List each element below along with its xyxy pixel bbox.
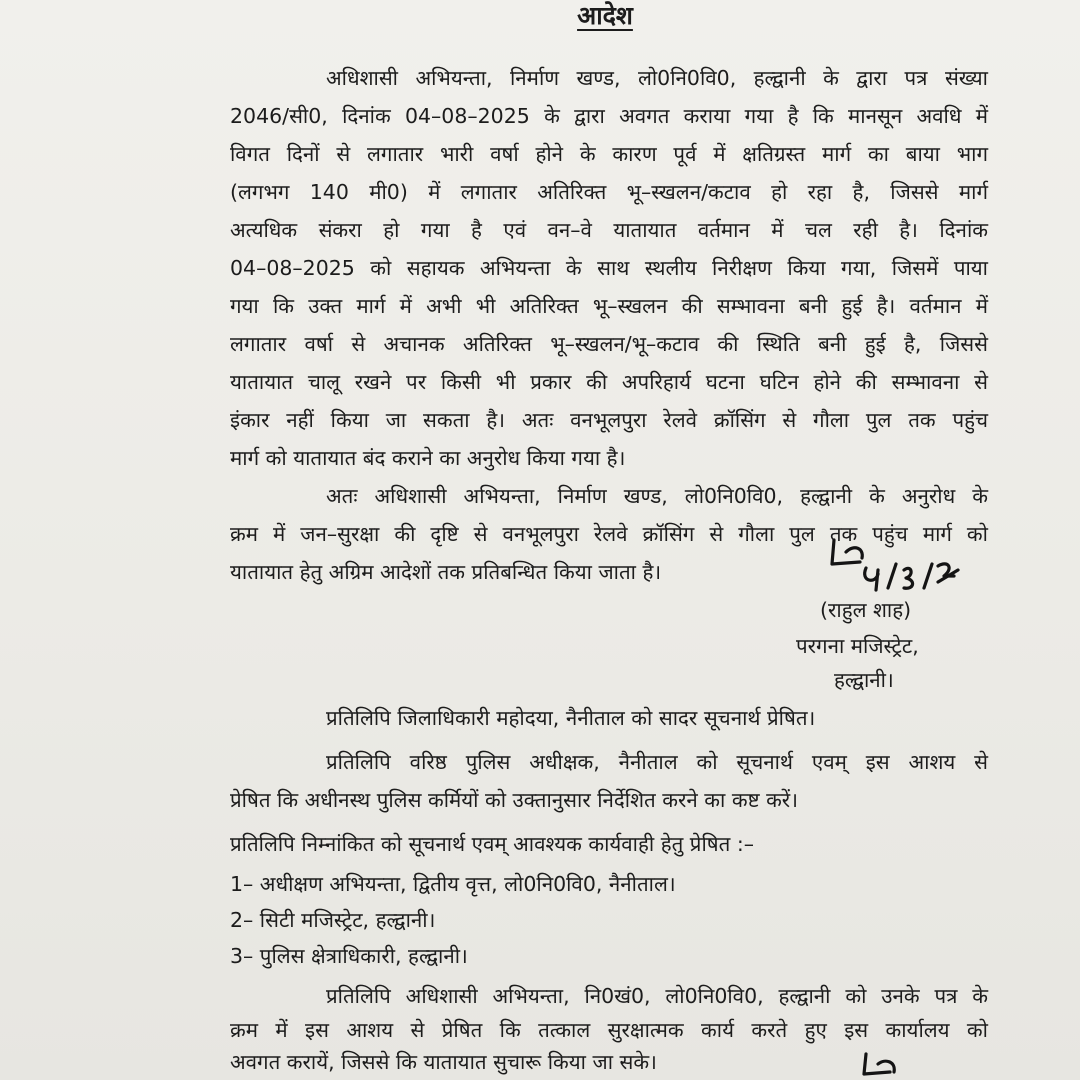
copy-2-line-1: प्रतिलिपि वरिष्ठ पुलिस अधीक्षक, नैनीताल को सूचनार्थ एवम् इस आशय से bbox=[326, 750, 988, 774]
signature-mark bbox=[820, 530, 970, 600]
para2-line-3: यातायात हेतु अग्रिम आदेशों तक प्रतिबन्धित किया जाता है। bbox=[230, 560, 662, 584]
para1-line-9: यातायात चालू रखने पर किसी भी प्रकार की अपरिहार्य घटना घटिन होने की सम्भावना से bbox=[230, 370, 988, 394]
copy-1: प्रतिलिपि जिलाधिकारी महोदया, नैनीताल को सादर सूचनार्थ प्रेषित। bbox=[326, 706, 816, 730]
para2-line-1: अतः अधिशासी अभियन्ता, निर्माण खण्ड, लो0नि0वि0, हल्द्वानी के अनुरोध के bbox=[326, 484, 988, 508]
para1-line-11: मार्ग को यातायात बंद कराने का अनुरोध किया गया है। bbox=[230, 446, 626, 470]
para1-line-2: 2046/सी0, दिनांक 04–08–2025 के द्वारा अवगत कराया गया है कि मानसून अवधि में bbox=[230, 104, 988, 128]
copy-3-intro: प्रतिलिपि निम्नांकित को सूचनार्थ एवम् आवश्यक कार्यवाही हेतु प्रेषित :– bbox=[230, 832, 754, 856]
para2-line-2: क्रम में जन–सुरक्षा की दृष्टि से वनभूलपुरा रेलवे क्रॉसिंग से गौला पुल तक पहुंच मार्ग को bbox=[230, 522, 988, 546]
signatory-designation: परगना मजिस्ट्रेट, bbox=[796, 634, 919, 658]
para1-line-3: विगत दिनों से लगातार भारी वर्षा होने के कारण पूर्व में क्षतिग्रस्त मार्ग का बाया भाग bbox=[230, 142, 988, 166]
recipient-3: 3– पुलिस क्षेत्राधिकारी, हल्द्वानी। bbox=[230, 944, 468, 968]
signatory-place: हल्द्वानी। bbox=[834, 668, 894, 692]
copy-4-line-2: क्रम में इस आशय से प्रेषित कि तत्काल सुरक्षात्मक कार्य करते हुए इस कार्यालय को bbox=[230, 1018, 988, 1042]
para1-line-6: 04–08–2025 को सहायक अभियन्ता के साथ स्थलीय निरीक्षण किया गया, जिसमें पाया bbox=[230, 256, 988, 280]
para1-line-4: (लगभग 140 मी0) में लगातार अतिरिक्त भू–स्खलन/कटाव हो रहा है, जिससे मार्ग bbox=[230, 180, 988, 204]
para1-line-7: गया कि उक्त मार्ग में अभी भी अतिरिक्त भू–स्खलन की सम्भावना बनी हुई है। वर्तमान में bbox=[230, 294, 988, 318]
signatory-name: (राहुल शाह) bbox=[820, 598, 912, 622]
copy-2-line-2: प्रेषित कि अधीनस्थ पुलिस कर्मियों को उक्तानुसार निर्देशित करने का कष्ट करें। bbox=[230, 788, 798, 812]
para1-line-8: लगातार वर्षा से अचानक अतिरिक्त भू–स्खलन/भू–कटाव की स्थिति बनी हुई है, जिससे bbox=[230, 332, 988, 356]
copy-4-line-3: अवगत करायें, जिससे कि यातायात सुचारू किया जा सके। bbox=[230, 1050, 657, 1074]
initials-mark bbox=[856, 1052, 916, 1080]
para1-line-10: इंकार नहीं किया जा सकता है। अतः वनभूलपुरा रेलवे क्रॉसिंग से गौला पुल तक पहुंच bbox=[230, 408, 988, 432]
document-title: आदेश bbox=[577, 1, 633, 30]
recipient-1: 1– अधीक्षण अभियन्ता, द्वितीय वृत्त, लो0नि0वि0, नैनीताल। bbox=[230, 872, 676, 896]
recipient-2: 2– सिटी मजिस्ट्रेट, हल्द्वानी। bbox=[230, 908, 436, 932]
copy-4-line-1: प्रतिलिपि अधिशासी अभियन्ता, नि0खं0, लो0नि0वि0, हल्द्वानी को उनके पत्र के bbox=[326, 984, 988, 1008]
para1-line-1: अधिशासी अभियन्ता, निर्माण खण्ड, लो0नि0वि0, हल्द्वानी के द्वारा पत्र संख्या bbox=[326, 66, 988, 90]
para1-line-5: अत्यधिक संकरा हो गया है एवं वन–वे यातायात वर्तमान में चल रही है। दिनांक bbox=[230, 218, 988, 242]
